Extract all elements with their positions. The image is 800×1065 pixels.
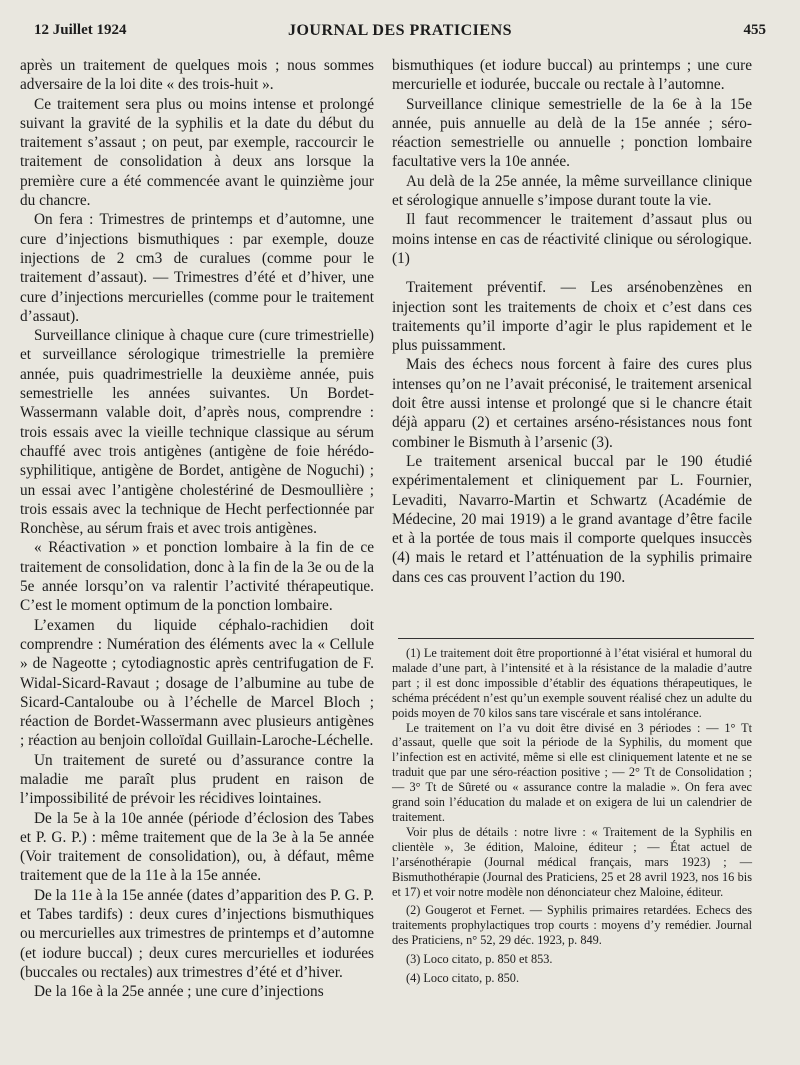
paragraph: Mais des échecs nous forcent à faire des cures plus intenses qu’on ne l’avait préconisé, le traitement arsenical doit être aussi intense et prolongé que si le chancre était déjà apparu (2) et certaines arséno-résistances nous font combiner le Bismuth à l’arsenic (3). <box>392 356 752 451</box>
paragraph: Un traitement de sureté ou d’assurance contre la maladie me paraît plus prudent en raison de l’impossibilité de prévoir les récidives lointaines. <box>20 751 374 808</box>
paragraph: Il faut recommencer le traitement d’assaut plus ou moins intense en cas de réactivité clinique ou sérologique. (1) <box>392 211 752 267</box>
paragraph: De la 11e à la 15e année (dates d’apparition des P. G. P. et Tabes tardifs) : deux cures d’injections bismuthiques ou mercurielles aux trimestres de printemps et d’automne (et iodure buccal) ; deux cures mercurielles et iodurées (buccales ou rectales) aux trimestres d’été et d’hiver. <box>20 886 374 981</box>
paragraph: Surveillance clinique à chaque cure (cure trimestrielle) et surveillance sérologique trimestrielle la première année, puis quadrimestrielle la deuxième année, puis semestrielle les années suivantes. Un Bordet-Wassermann valable doit, d’après nous, comprendre : trois essais avec la vieille technique classique au sérum chauffé avec trois antigènes (antigène de foie hérédo-syphilitique, antigène de Bordet, antigène de Noguchi) ; un essai avec l’antigène cholestériné de Desmoullière ; trois essais avec la technique de Hecht perfectionnée par Ronchèse, au sérum frais et avec trois antigènes. <box>20 327 374 538</box>
journal-title: JOURNAL DES PRATICIENS <box>287 22 513 39</box>
footnote: (4) Loco citato, p. 850. <box>406 971 520 986</box>
left-column <box>20 56 374 1002</box>
footnote: Le traitement on l’a vu doit être divisé en 3 périodes : — 1° Tt d’assaut, quelle que soit la période de la Syphilis, du moment que l’infection est en activité, même si elle est cliniquement latente et ne se traduit que par une séro-réaction positive ; — 2° Tt de Consolidation ; — 3° Tt de Sûreté ou « assurance contre la maladie ». On fera avec grand soin l’éducation du malade et on exigera de lui un calendrier de traitement. <box>392 720 752 824</box>
right-column <box>392 56 752 587</box>
footnote: (1) Le traitement doit être proportionné à l’état visiéral et humoral du malade d’une part, à l’intensité et à la résistance de la maladie d’autre part ; il est donc impossible d’établir des équations thérapeutiques, le schéma précédent n’est qu’un exemple souvent réalisé chez un adulte du poids moyen de 70 kilos sans tare viscérale et sans intolérance. <box>392 646 752 720</box>
footnote: (2) Gougerot et Fernet. — Syphilis primaires retardées. Echecs des traitements prophylactiques trop courts : moyens d’y remédier. Journal des Praticiens, n° 52, 29 déc. 1923, p. 849. <box>392 903 752 948</box>
paragraph: Au delà de la 25e année, la même surveillance clinique et sérologique annuelle s’impose durant toute la vie. <box>392 172 752 210</box>
footnote-divider <box>398 638 754 639</box>
paragraph: De la 5e à la 10e année (période d’éclosion des Tabes et P. G. P.) : même traitement que de la 3e à la 5e année (Voir traitement de consolidation), ou, à défaut, même traitement que de la 11e à la 15e année. <box>20 809 374 885</box>
page-header <box>18 22 782 44</box>
footnote: (3) Loco citato, p. 850 et 853. <box>406 952 553 967</box>
issue-date: 12 Juillet 1924 <box>34 22 127 38</box>
paragraph: « Réactivation » et ponction lombaire à la fin de ce traitement de consolidation, donc à la fin de la 3e ou de la 5e année lorsqu’on va ralentir l’activité thérapeutique. C’est le moment optimum de la ponction lombaire. <box>20 539 374 615</box>
footnote: Voir plus de détails : notre livre : « Traitement de la Syphilis en clientèle », 3e édition, Maloine, éditeur ; — État actuel de l’arsénothérapie (Journal médical français, mars 1923) ; — Bismuthothérapie (Journal des Praticiens, 25 et 28 avril 1923, nos 16 bis et 17) et voir notre modèle non dénonciateur chez Maloine, éditeur. <box>392 824 752 899</box>
page-number: 455 <box>743 22 766 38</box>
paragraph: Traitement préventif. — Les arsénobenzènes en injection sont les traitements de choix et c’est dans ces traitements qu’il importe d’agir le plus rapidement et le plus puissamment. <box>392 279 752 355</box>
paragraph: L’examen du liquide céphalo-rachidien doit comprendre : Numération des éléments avec la « Cellule » de Nageotte ; cytodiagnostic après centrifugation de F. Widal-Sicard-Ravaut ; dosage de l’albumine au tube de Sicard-Cantaloube ou à l’échelle de Marcel Bloch ; réaction de Bordet-Wassermann avec plusieurs antigènes ; réaction au benjoin colloïdal Guillain-Laroche-Léchelle. <box>20 616 374 750</box>
paragraph: après un traitement de quelques mois ; nous sommes adversaire de la loi dite « des trois-huit ». <box>20 57 374 94</box>
paragraph: De la 16e à la 25e année ; une cure d’injections <box>34 983 324 1001</box>
footnotes <box>392 646 752 990</box>
paragraph: Le traitement arsenical buccal par le 190 étudié expérimentalement et cliniquement par L. Fournier, Levaditi, Navarro-Martin et Schwartz (Académie de Médecine, 20 mai 1919) a le grand avantage d’être facile et à la portée de tous mais il comporte quelques insuccès (4) mais le retard et l’atténuation de la syphilis primaire dans ces cas prouvent l’action du 190. <box>392 452 752 586</box>
paragraph: Surveillance clinique semestrielle de la 6e à la 15e année, puis annuelle au delà de la 15e année ; séro-réaction semestrielle ou annuelle ; ponction lombaire facultative vers la 10e année. <box>392 95 752 171</box>
paragraph: bismuthiques (et iodure buccal) au printemps ; une cure mercurielle et iodurée, buccale ou rectale à l’automne. <box>392 57 752 94</box>
paragraph: Ce traitement sera plus ou moins intense et prolongé suivant la gravité de la syphilis et la date du début du traitement s’assaut ; on peut, par exemple, raccourcir le traitement de consolidation à deux ans lorsque la première cure a été commencée avant le quinzième jour du chancre. <box>20 95 374 210</box>
paragraph: On fera : Trimestres de printemps et d’automne, une cure d’injections bismuthiques : par exemple, douze injections de 2 cm3 de curalues (comme pour le traitement d’assaut). — Trimestres d’été et d’hiver, une cure d’injections mercurielles (comme pour le traitement d’assaut). <box>20 211 374 325</box>
